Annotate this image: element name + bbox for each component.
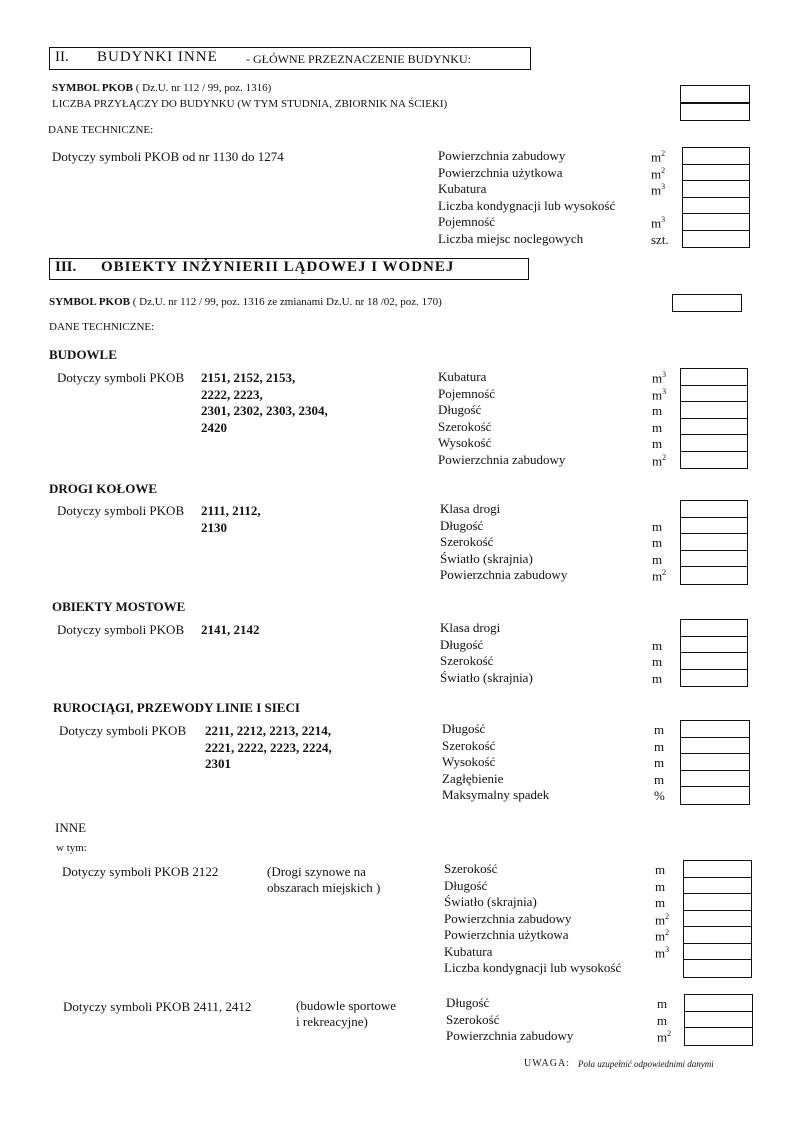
param-input-field[interactable] <box>681 754 749 771</box>
param-input-field[interactable] <box>681 435 747 452</box>
param-label: Zagłębienie <box>442 770 504 786</box>
param-label: Szerokość <box>444 861 498 876</box>
group-desc: obszarach miejskich ) <box>267 880 381 895</box>
group-desc: (Drogi szynowe na <box>267 864 366 879</box>
param-unit: $m^3$ <box>652 370 667 386</box>
connections-label: LICZBA PRZYŁĄCZY DO BUDYNKU (W TYM STUDNIA, ZBIORNIK NA ŚCIEKI) <box>52 98 448 110</box>
param-input-field[interactable] <box>681 721 749 738</box>
pkob-codes-line: 2130 <box>201 519 227 535</box>
input-field-group <box>682 147 750 248</box>
param-label: Długość <box>438 402 482 417</box>
param-unit: m <box>654 722 665 737</box>
applies-text: Dotyczy symboli PKOB 2411, 2412 <box>63 999 252 1014</box>
param-input-field[interactable] <box>681 653 747 670</box>
param-label: Powierzchnia użytkowa <box>438 164 563 180</box>
applies-text: Dotyczy symboli PKOB 2122 <box>62 864 219 879</box>
param-input-field[interactable] <box>683 198 749 215</box>
param-unit: m <box>655 895 666 910</box>
pkob-codes-line: 2111, 2112, <box>201 503 261 518</box>
param-label: Kubatura <box>438 181 487 196</box>
input-field-group <box>684 994 753 1046</box>
param-label: Liczba kondygnacji lub wysokość <box>444 960 622 975</box>
param-unit: % <box>654 788 665 803</box>
param-unit: $m^2$ <box>652 568 667 584</box>
param-unit: $m^3$ <box>655 944 670 960</box>
param-label: Powierzchnia zabudowy <box>444 910 572 926</box>
footer-label: UWAGA: <box>524 1058 570 1069</box>
param-unit: m <box>657 996 668 1011</box>
param-input-field[interactable] <box>684 878 751 895</box>
section-2-subtitle: - GŁÓWNE PRZEZNACZENIE BUDYNKU: <box>246 52 471 66</box>
param-label: Długość <box>442 721 486 736</box>
param-label: Długość <box>446 995 490 1010</box>
param-label: Długość <box>440 636 484 652</box>
pkob-codes-line: 2420 <box>201 419 227 435</box>
param-input-field[interactable] <box>683 148 749 165</box>
param-input-field[interactable] <box>681 771 749 788</box>
param-input-field[interactable] <box>681 787 749 804</box>
symbol-pkob-label: SYMBOL PKOB <box>52 82 133 94</box>
section-2-number: II. <box>55 49 69 65</box>
pkob-codes-line: 2222, 2223, <box>201 386 263 402</box>
inne-wtym: w tym: <box>56 842 87 854</box>
param-input-field[interactable] <box>684 911 751 928</box>
param-unit: m <box>652 637 663 653</box>
param-label: Światło (skrajnia) <box>440 669 533 685</box>
section-3-number: III. <box>55 259 77 275</box>
param-unit: m <box>657 1012 668 1028</box>
param-unit: $m^3$ <box>651 182 666 198</box>
param-label: Powierzchnia zabudowy <box>446 1028 574 1043</box>
param-input-field[interactable] <box>681 518 747 535</box>
param-unit: m <box>655 878 666 894</box>
tech-data-label: DANE TECHNICZNE: <box>49 321 155 333</box>
mosty-title: OBIEKTY MOSTOWE <box>52 599 186 614</box>
param-input-field[interactable] <box>685 1012 752 1029</box>
symbol-pkob-line-3 <box>49 296 442 308</box>
applies-text: Dotyczy symboli PKOB od nr 1130 do 1274 <box>52 149 284 164</box>
param-input-field[interactable] <box>681 534 747 551</box>
connections-field[interactable] <box>680 103 750 121</box>
pkob-codes-line: 2141, 2142 <box>201 622 260 637</box>
input-field-group <box>680 720 750 805</box>
param-label: Klasa drogi <box>440 501 501 516</box>
inne-title: INNE <box>55 820 87 835</box>
param-unit: $m^2$ <box>655 911 670 927</box>
applies-text: Dotyczy symboli PKOB <box>57 370 185 385</box>
input-field-group <box>680 500 748 585</box>
param-unit: szt. <box>651 231 669 247</box>
param-label: Kubatura <box>438 369 487 384</box>
param-label: Maksymalny spadek <box>442 787 550 802</box>
section-3-title: OBIEKTY INŻYNIERII LĄDOWEJ I WODNEJ <box>101 259 455 275</box>
symbol-pkob-field[interactable] <box>672 294 742 312</box>
section-2-title: BUDYNKI INNE <box>97 49 218 65</box>
drogi-title: DROGI KOŁOWE <box>49 481 157 496</box>
param-input-field[interactable] <box>684 927 751 944</box>
footer-note: Pola uzupełnić odpowiednimi danymi <box>578 1059 714 1069</box>
tech-data-label: DANE TECHNICZNE: <box>48 124 154 136</box>
param-unit: m <box>652 535 663 550</box>
param-input-field[interactable] <box>685 995 752 1012</box>
group-desc: (budowle sportowe <box>296 998 397 1013</box>
param-input-field[interactable] <box>681 369 747 386</box>
param-label: Powierzchnia zabudowy <box>438 148 566 163</box>
param-input-field[interactable] <box>681 637 747 654</box>
param-input-field[interactable] <box>681 567 747 584</box>
pkob-codes-line: 2211, 2212, 2213, 2214, <box>205 723 332 738</box>
param-label: Wysokość <box>438 435 492 450</box>
param-input-field[interactable] <box>681 620 747 637</box>
param-label: Szerokość <box>446 1011 500 1027</box>
param-input-field[interactable] <box>683 165 749 182</box>
symbol-pkob-ref: ( Dz.U. nr 112 / 99, poz. 1316 ze zmianami Dz.U. nr 18 /02, poz. 170) <box>132 296 442 308</box>
symbol-pkob-label: SYMBOL PKOB <box>49 296 130 308</box>
param-unit: m <box>652 551 663 567</box>
param-unit: $m^3$ <box>651 215 666 231</box>
param-input-field[interactable] <box>681 386 747 403</box>
param-label: Powierzchnia użytkowa <box>444 927 569 942</box>
param-unit: m <box>652 403 663 418</box>
param-input-field[interactable] <box>684 960 751 977</box>
symbol-pkob-field[interactable] <box>680 85 750 103</box>
param-unit: m <box>652 654 663 669</box>
param-label: Wysokość <box>442 754 496 769</box>
input-field-group <box>680 619 748 687</box>
group-desc: i rekreacyjne) <box>296 1014 368 1029</box>
param-unit: $m^2$ <box>651 149 666 165</box>
param-input-field[interactable] <box>681 551 747 568</box>
applies-text: Dotyczy symboli PKOB <box>57 622 185 637</box>
param-input-field[interactable] <box>683 214 749 231</box>
param-input-field[interactable] <box>681 402 747 419</box>
rury-title: RUROCIĄGI, PRZEWODY LINIE I SIECI <box>53 700 300 715</box>
param-label: Liczba kondygnacji lub wysokość <box>438 197 616 213</box>
budowle-title: BUDOWLE <box>49 347 117 362</box>
param-input-field[interactable] <box>681 501 747 518</box>
param-label: Powierzchnia zabudowy <box>440 567 568 582</box>
param-label: Szerokość <box>442 737 496 753</box>
symbol-pkob-line-2 <box>52 82 271 94</box>
param-unit: m <box>652 419 663 435</box>
applies-text: Dotyczy symboli PKOB <box>57 503 185 518</box>
param-unit: $m^2$ <box>657 1029 672 1045</box>
param-input-field[interactable] <box>683 181 749 198</box>
param-label: Szerokość <box>440 653 494 668</box>
param-unit: m <box>654 771 665 787</box>
pkob-codes-line: 2221, 2222, 2223, 2224, <box>205 739 332 755</box>
param-unit: m <box>654 755 665 770</box>
param-label: Klasa drogi <box>440 620 501 635</box>
param-label: Pojemność <box>438 385 496 401</box>
pkob-codes-line: 2301, 2302, 2303, 2304, <box>201 403 328 418</box>
param-label: Szerokość <box>438 418 492 434</box>
param-unit: m <box>654 738 665 754</box>
pkob-codes-line: 2151, 2152, 2153, <box>201 370 296 385</box>
input-field-group <box>683 860 752 978</box>
param-input-field[interactable] <box>684 944 751 961</box>
param-label: Kubatura <box>444 943 493 959</box>
param-unit: m <box>655 862 666 877</box>
param-input-field[interactable] <box>684 861 751 878</box>
param-label: Światło (skrajnia) <box>444 894 537 909</box>
param-input-field[interactable] <box>681 419 747 436</box>
param-unit: $m^2$ <box>655 928 670 944</box>
param-label: Długość <box>444 877 488 893</box>
param-input-field[interactable] <box>681 738 749 755</box>
param-label: Szerokość <box>440 534 494 549</box>
pkob-codes-line: 2301 <box>205 756 231 771</box>
param-label: Światło (skrajnia) <box>440 550 533 566</box>
param-input-field[interactable] <box>684 894 751 911</box>
param-unit: m <box>652 518 663 534</box>
param-unit: $m^2$ <box>651 165 666 181</box>
input-field-group <box>680 368 748 469</box>
param-label: Pojemność <box>438 214 496 229</box>
param-input-field[interactable] <box>681 670 747 687</box>
param-label: Długość <box>440 517 484 533</box>
param-unit: $m^3$ <box>652 386 667 402</box>
param-label: Liczba miejsc noclegowych <box>438 230 584 246</box>
symbol-pkob-ref: ( Dz.U. nr 112 / 99, poz. 1316) <box>135 82 272 94</box>
applies-text: Dotyczy symboli PKOB <box>59 723 187 738</box>
param-label: Powierzchnia zabudowy <box>438 451 566 467</box>
param-unit: m <box>652 436 663 451</box>
param-unit: $m^2$ <box>652 452 667 468</box>
param-input-field[interactable] <box>685 1028 752 1045</box>
param-unit: m <box>652 670 663 686</box>
param-input-field[interactable] <box>681 452 747 469</box>
param-input-field[interactable] <box>683 231 749 248</box>
